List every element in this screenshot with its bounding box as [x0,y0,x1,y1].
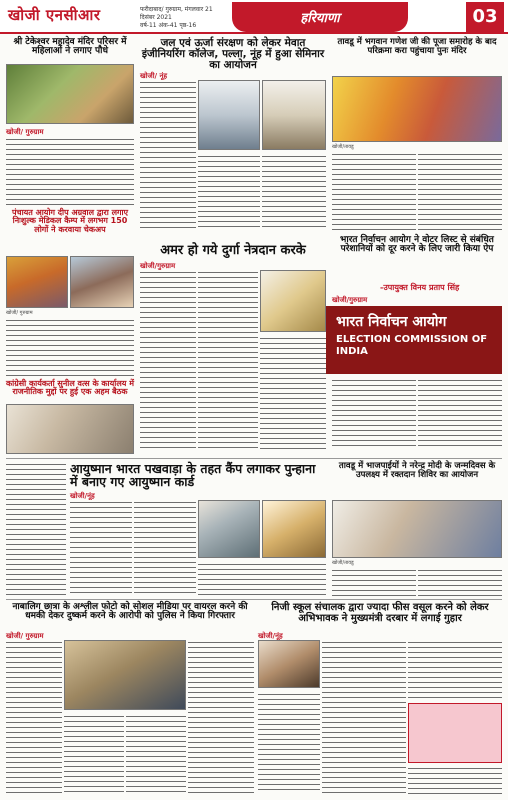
text-blood-col2 [418,568,502,596]
headline-medical-camp: पंचायत आयोग दीप अग्रवाल द्वारा लगाए निःशुल्क मेडिकल कैम्प में लगभग 150 लोगों ने करवाया चेकअप [11,208,129,234]
byline-eye-donation: खोजी/गुरुग्राम [140,262,176,270]
photo-ganesh-procession [332,76,502,142]
byline-seminar: खोजी/ नूंह [140,72,168,80]
text-left-continued [6,462,66,596]
divider-bottom [6,599,502,600]
text-blood-col1 [332,568,416,596]
headline-congress-meeting: कांग्रेसी कार्यकर्ता सुनील वत्स के कार्यालय में राजनीतिक मुद्दों पर हुई एक अहम बैठक [6,379,134,397]
text-arrest-col2 [64,714,124,794]
text-temple-article [6,137,134,205]
byline-ayushman: खोजी/नूंह [70,492,95,500]
text-arrest-col1 [6,640,62,794]
headline-school-fees: निजी स्कूल संचालक द्वारा ज्यादा फीस वसूल करने को लेकर अभिभावक ने मुख्यमंत्री दरबार में लगाई गुहार [271,602,489,624]
notice-box [408,703,502,763]
headline-ganesh-puja: तावडू में भगवान गणेश जी की पूजा समारोह के बाद परिक्रमा करा पहुंचाया पुनः मंदिर [337,37,497,56]
issue-volume: वर्ष-11 अंक-41 पृष्ठ-16 [140,22,197,29]
byline-school-fees: खोजी/नूंह [258,632,283,640]
byline-election: खोजी/गुरुग्राम [332,296,368,304]
headline-election-app: भारत निर्वाचन आयोग ने वोटर लिस्ट से संबंधित परेशानियों को दूर करने के लिए जारी किया ऐप [340,235,494,255]
photo-ayushman-camp [198,500,260,558]
photo-ayushman-cards [262,500,326,558]
photo-women-planting [6,64,134,124]
brand-logo: खोजी एनसीआर [8,6,101,24]
headline-arrest: नाबालिग छात्रा के अश्लील फोटो को सोशल मीडिया पर वायरल करने की धमकी देकर दुष्कर्म करने के आरोपी को पुलिस ने किया गिरफ्तार [12,602,248,622]
headline-blood-donation: तावडू में भाजपाईयों ने नरेन्द्र मोदी के जन्मदिवस के उपलक्ष्य में रक्तदान शिविर का आयोजन [338,461,496,480]
caption-blood: खोजी/तावडू [332,560,354,566]
photo-certificate [260,270,326,332]
masthead [0,0,508,34]
subheadline-election: -उपायुक्त विनय प्रताप सिंह [380,283,460,292]
text-eye-col3 [260,336,326,450]
photo-blood-camp [332,500,502,558]
text-ganesh-col2 [418,152,502,230]
text-medical-article [6,318,134,376]
photo-seminar-hall [198,80,260,150]
text-fees-col3 [408,640,502,700]
photo-congress-meeting [6,404,134,454]
caption-ganesh: खोजी/तावडू [332,144,354,150]
eci-english-label: ELECTION COMMISSION OF INDIA [336,334,488,357]
headline-temple-plantation: श्री टेकेश्वर महादेव मंदिर परिसर में महिलाओं ने लगाए पौधे [13,37,127,57]
text-ayushman-col3 [198,562,326,596]
photo-medical-checkup [70,256,134,308]
eci-banner [326,306,502,374]
headline-ayushman: आयुष्मान भारत पखवाड़ा के तहत कैंप लगाकर पुन्हाना में बनाए गए आयुष्मान कार्ड [70,461,316,490]
text-ayushman-col2 [134,500,196,596]
text-election-col3 [418,378,502,450]
photo-seminar-speaker [262,80,326,150]
section-title: हरियाणा [232,2,408,32]
text-arrest-col4 [188,640,254,794]
issue-meta [140,6,226,30]
eci-hindi-label: भारत निर्वाचन आयोग [336,314,447,330]
text-election-col2 [332,378,416,450]
text-eye-col2 [198,270,258,450]
byline-temple: खोजी/ गुरुग्राम [6,128,44,136]
divider-mid [6,458,502,459]
text-fees-col2 [322,640,406,794]
photo-medical-camp [6,256,68,308]
issue-date: फरीदाबाद/ गुरुग्राम, मंगलवार 21 दिसंबर 2021 [140,6,213,21]
text-ayushman-col1 [70,500,132,596]
caption-medical: खोजी/ गुरुग्राम [6,310,33,316]
photo-parent [258,640,320,688]
text-seminar-col2 [198,154,260,230]
text-fees-col4 [408,766,502,794]
text-seminar-col3 [262,154,326,230]
text-arrest-col3 [126,714,186,794]
page-number: 03 [466,2,504,32]
text-seminar-col1 [140,80,196,230]
byline-arrest: खोजी/ गुरुग्राम [6,632,44,640]
photo-arrest-police [64,640,186,710]
headline-seminar: जल एवं ऊर्जा संरक्षण को लेकर मेवात इंजीनियरिंग कॉलेज, पल्ला, नूंह में हुआ सेमिनार का आयोजन [141,37,325,72]
text-eye-col1 [140,270,196,450]
text-fees-col1 [258,692,320,794]
text-ganesh-col1 [332,152,416,230]
headline-eye-donation: अमर हो गये दुर्गा नेत्रदान करके [160,243,306,258]
